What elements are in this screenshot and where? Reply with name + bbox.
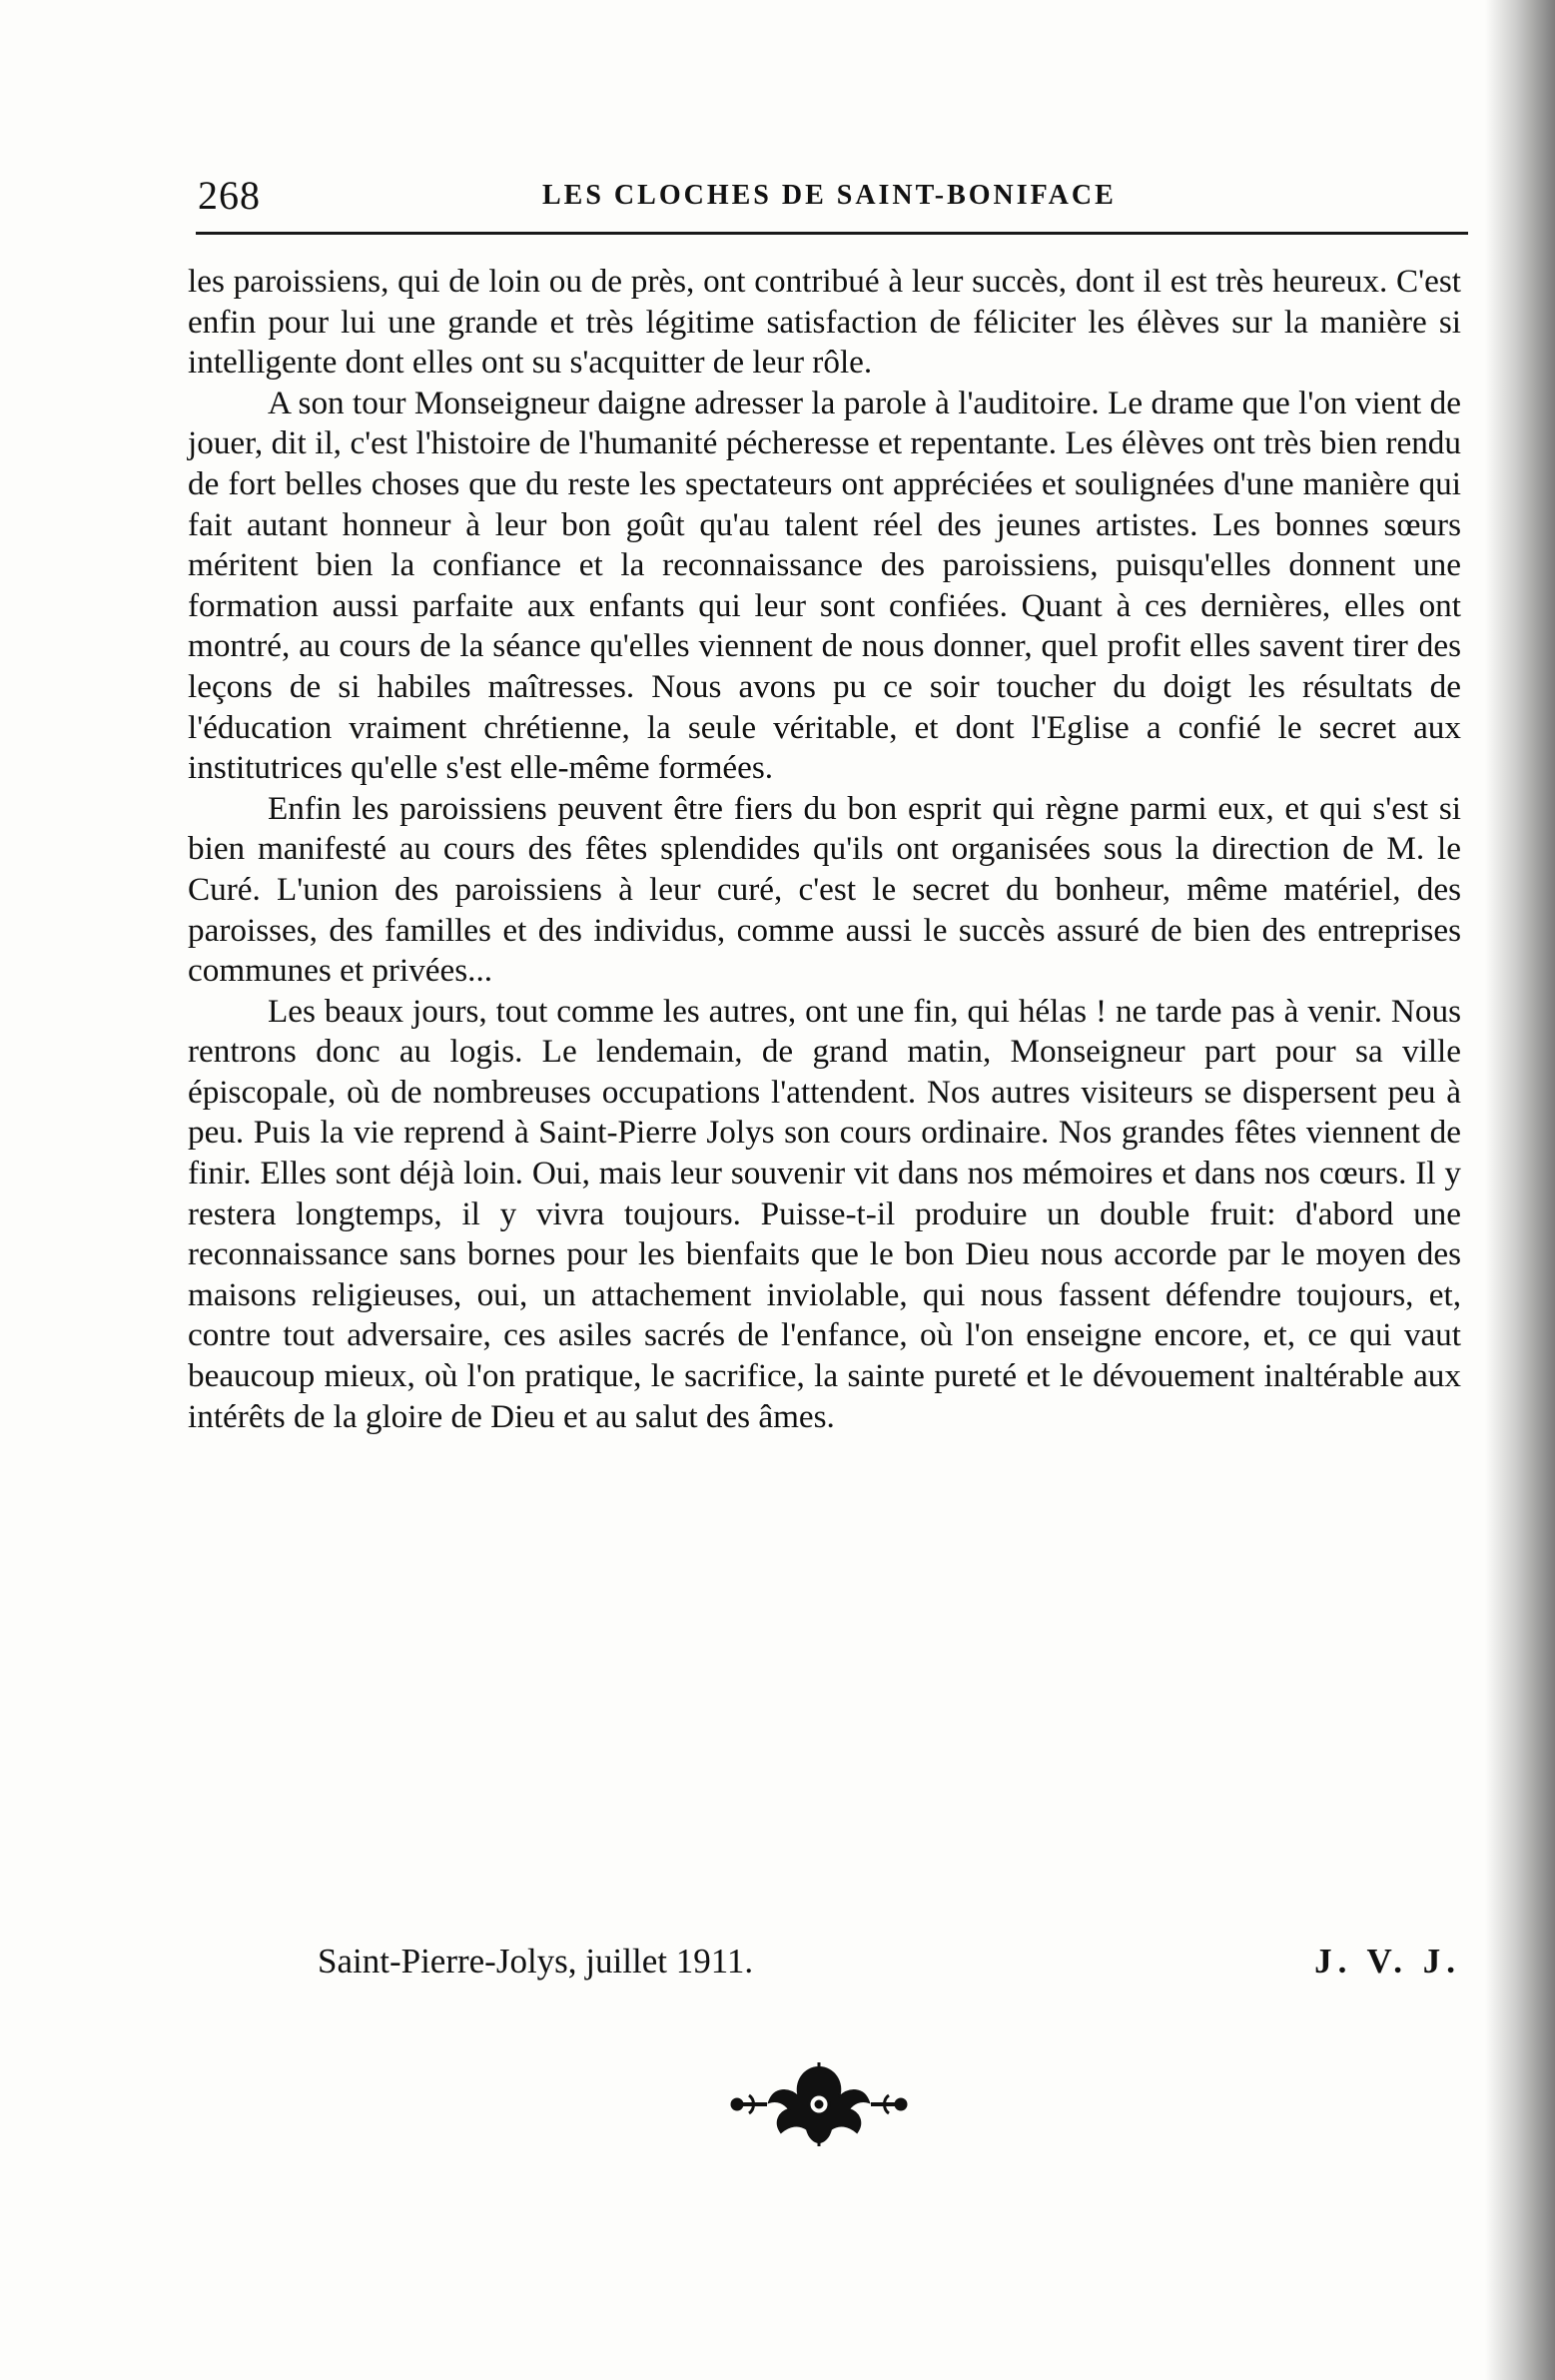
running-title: LES CLOCHES DE SAINT-BONIFACE: [542, 180, 1117, 211]
header-rule: [196, 232, 1468, 235]
page-edge-shadow: [1485, 0, 1555, 2380]
paragraph: Les beaux jours, tout comme les autres, ont une fin, qui hélas ! ne tarde pas à venir. Nous rentrons donc au logis. Le lendemain, de grand matin, Monseigneur part pour sa ville épiscopale, où de nombreuses occupations l'attendent. Nos autres visiteurs se dispersent peu à peu. Puis la vie reprend à Saint-Pierre Jolys son cours ordinaire. Nos grandes fêtes viennent de finir. Elles sont déjà loin. Oui, mais leur souvenir vit dans nos mémoires et dans nos cœurs. Il y restera longtemps, il y vivra toujours. Puisse-t-il produire un double fruit: d'abord une reconnaissance sans bornes pour les bienfaits que le bon Dieu nous accorde par le moyen des maisons religieuses, oui, un attachement inviolable, qui nous fassent défendre toujours, et, contre tout adversaire, ces asiles sacrés de l'enfance, où l'on enseigne encore, et, ce qui vaut beaucoup mieux, où l'on pratique, le sacrifice, la sainte pureté et le dévouement inaltérable aux intérêts de la gloire de Dieu et au salut des âmes.: [188, 992, 1461, 1435]
running-head: [198, 172, 1466, 218]
place-and-date: Saint-Pierre-Jolys, juillet 1911.: [318, 1942, 754, 1981]
paragraph: A son tour Monseigneur daigne adresser la parole à l'auditoire. Le drame que l'on vient de jouer, dit il, c'est l'histoire de l'humanité pécheresse et repentante. Les élèves ont très bien rendu de fort belles choses que du reste les spectateurs ont appréciées et soulignées d'une manière qui fait autant honneur à leur bon goût qu'au talent réel des jeunes artistes. Les bonnes sœurs méritent bien la confiance et la reconnaissance des paroissiens, puisqu'elles donnent une formation aussi parfaite aux enfants qui leur sont confiées. Quant à ces dernières, elles ont montré, au cours de la séance qu'elles viennent de nous donner, quel profit elles savent tirer des leçons de si habiles maîtresses. Nous avons pu ce soir toucher du doigt les résultats de l'éducation vraiment chrétienne, la seule véritable, et dont l'Eglise a confié le secret aux institutrices qu'elle s'est elle-même formées.: [188, 384, 1461, 787]
author-initials: J. V. J.: [1314, 1942, 1461, 1981]
body-text: [188, 262, 1461, 1437]
paragraph: Enfin les paroissiens peuvent être fiers du bon esprit qui règne parmi eux, et qui s'est si bien manifesté au cours des fêtes splendides qu'ils ont organisées sous la direction de M. le Curé. L'union des paroissiens à leur curé, c'est le secret du bonheur, même matériel, des paroisses, des familles et des individus, comme aussi le succès assuré de bien des entreprises communes et privées...: [188, 789, 1461, 990]
paragraph: les paroissiens, qui de loin ou de près, ont contribué à leur succès, dont il est très heureux. C'est enfin pour lui une grande et très légitime satisfaction de féliciter les élèves sur la manière si intelligente dont elles ont su s'acquitter de leur rôle.: [188, 263, 1461, 382]
signature-line: [188, 1942, 1461, 1991]
fleuron-ornament-icon: [719, 2057, 919, 2147]
page-number: 268: [198, 173, 261, 218]
